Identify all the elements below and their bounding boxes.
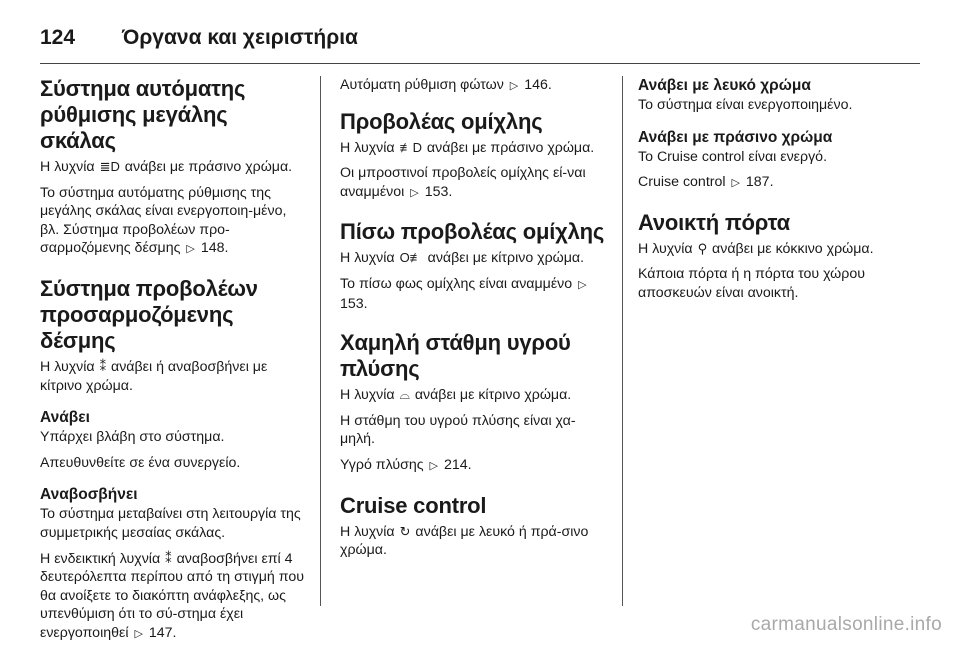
- paragraph: Το πίσω φως ομίχλης είναι αναμμένο ▷ 153.: [340, 275, 587, 312]
- front-fog-light-icon: ≢D: [399, 139, 422, 155]
- page-header: [40, 18, 920, 58]
- paragraph: Η λυχνία O≢ ανάβει με κίτρινο χρώμα.: [340, 250, 585, 267]
- section-title-high-beam-assist: Σύστημα αυτόματης ρύθμισης μεγάλης σκάλας: [40, 76, 246, 153]
- section-title-rear-fog-light: Πίσω προβολέας ομίχλης: [340, 219, 605, 245]
- paragraph: Η λυχνία ≢D ανάβει με πράσινο χρώμα.: [340, 139, 595, 156]
- paragraph: Το σύστημα είναι ενεργοποιημένο.: [638, 97, 853, 113]
- page-ref-arrow-icon: ▷: [186, 243, 195, 256]
- paragraph: Το Cruise control είναι ενεργό.: [638, 148, 828, 165]
- page-ref[interactable]: 187.: [745, 174, 774, 191]
- section-title-adaptive-forward-lighting: Σύστημα προβολέων προσαρμοζόμενης δέσμης: [40, 275, 258, 353]
- adaptive-light-icon: ⁑: [99, 358, 107, 374]
- paragraph: Η λυχνία ↻ ανάβει με λευκό ή πρά-σινο χρώμα.: [340, 523, 589, 559]
- subsection-title-flashing: Αναβοσβήνει: [40, 486, 138, 504]
- paragraph: Το σύστημα μεταβαίνει στη λειτουργία της συμμετρικής μεσαίας σκάλας.: [40, 506, 301, 541]
- washer-fluid-icon: ⌓: [399, 387, 410, 403]
- paragraph: Απευθυνθείτε σε ένα συνεργείο.: [40, 454, 241, 471]
- subsection-title-lit-white: Ανάβει με λευκό χρώμα: [638, 77, 811, 94]
- subsection-title-lit-green: Ανάβει με πράσινο χρώμα: [638, 128, 833, 146]
- door-open-icon: ⚲: [697, 240, 708, 256]
- page-ref[interactable]: 153.: [424, 183, 453, 200]
- column-divider-2: [622, 76, 623, 606]
- paragraph: Κάποια πόρτα ή η πόρτα του χώρου αποσκευών είναι ανοικτή.: [638, 266, 865, 301]
- section-title-door-open: Ανοικτή πόρτα: [638, 209, 790, 235]
- rear-fog-light-icon: O≢: [399, 250, 423, 266]
- watermark: carmanualsonline.info: [750, 614, 942, 635]
- column-2: [340, 76, 606, 567]
- paragraph: Η ενδεικτική λυχνία ⁑ αναβοσβήνει επί 4 δευτερόλεπτα περίπου από τη στιγμή που θα ανοίξετε το διακόπτη ανάφλεξης, ως υπενθύμιση ότι το σύ-στημα έχει ενεργοποιηθεί ▷ 147.: [40, 550, 304, 644]
- section-title-low-washer-fluid: Χαμηλή στάθμη υγρού πλύσης: [340, 330, 571, 382]
- page-ref-arrow-icon: ▷: [578, 278, 587, 291]
- page-number: 124: [40, 26, 76, 49]
- paragraph: Η λυχνία ⚲ ανάβει με κόκκινο χρώμα.: [638, 240, 874, 257]
- chapter-title: Όργανα και χειριστήρια: [122, 26, 358, 49]
- page-ref-arrow-icon: ▷: [731, 177, 740, 190]
- page-ref[interactable]: 147.: [148, 624, 177, 641]
- paragraph: Η λυχνία ⌓ ανάβει με κίτρινο χρώμα.: [340, 387, 572, 404]
- paragraph: Η λυχνία ⁑ ανάβει ή αναβοσβήνει με κίτρινο χρώμα.: [40, 358, 268, 394]
- paragraph: Υγρό πλύσης ▷ 214.: [340, 456, 606, 476]
- page-ref[interactable]: 148.: [200, 240, 229, 257]
- column-divider-1: [320, 76, 321, 606]
- paragraph: Η στάθμη του υγρού πλύσης είναι χα-μηλή.: [340, 412, 576, 448]
- page-ref-arrow-icon: ▷: [134, 627, 143, 640]
- header-divider: [40, 63, 920, 64]
- paragraph: Υπάρχει βλάβη στο σύστημα.: [40, 429, 225, 446]
- section-title-cruise-control: Cruise control: [340, 492, 487, 518]
- cruise-control-icon: ↻: [399, 523, 411, 539]
- page-ref[interactable]: 214.: [443, 456, 472, 473]
- column-1: [40, 76, 304, 651]
- adaptive-light-icon: ⁑: [165, 550, 172, 566]
- page-ref-arrow-icon: ▷: [429, 459, 438, 472]
- paragraph: Το σύστημα αυτόματης ρύθμισης της μεγάλης σκάλας είναι ενεργοποιη-μένο, βλ. Σύστημα προβολέων προ-σαρμοζόμενης δέσμης ▷ 148.: [40, 184, 304, 259]
- column-3: [638, 76, 906, 310]
- paragraph: Αυτόματη ρύθμιση φώτων ▷ 146.: [340, 76, 606, 96]
- page-ref-arrow-icon: ▷: [410, 186, 419, 199]
- page-ref[interactable]: 146.: [524, 77, 552, 93]
- page-ref-arrow-icon: ▷: [509, 80, 519, 92]
- section-title-fog-light: Προβολέας ομίχλης: [340, 108, 543, 134]
- paragraph: Cruise control ▷ 187.: [638, 173, 906, 193]
- subsection-title-lit: Ανάβει: [40, 409, 90, 427]
- page-ref[interactable]: 153.: [340, 295, 368, 312]
- paragraph: Η λυχνία ≣D ανάβει με πράσινο χρώμα.: [40, 159, 293, 175]
- high-beam-assist-icon: ≣D: [99, 159, 120, 174]
- paragraph: Οι μπροστινοί προβολείς ομίχλης εί-ναι αναμμένοι ▷ 153.: [340, 164, 606, 202]
